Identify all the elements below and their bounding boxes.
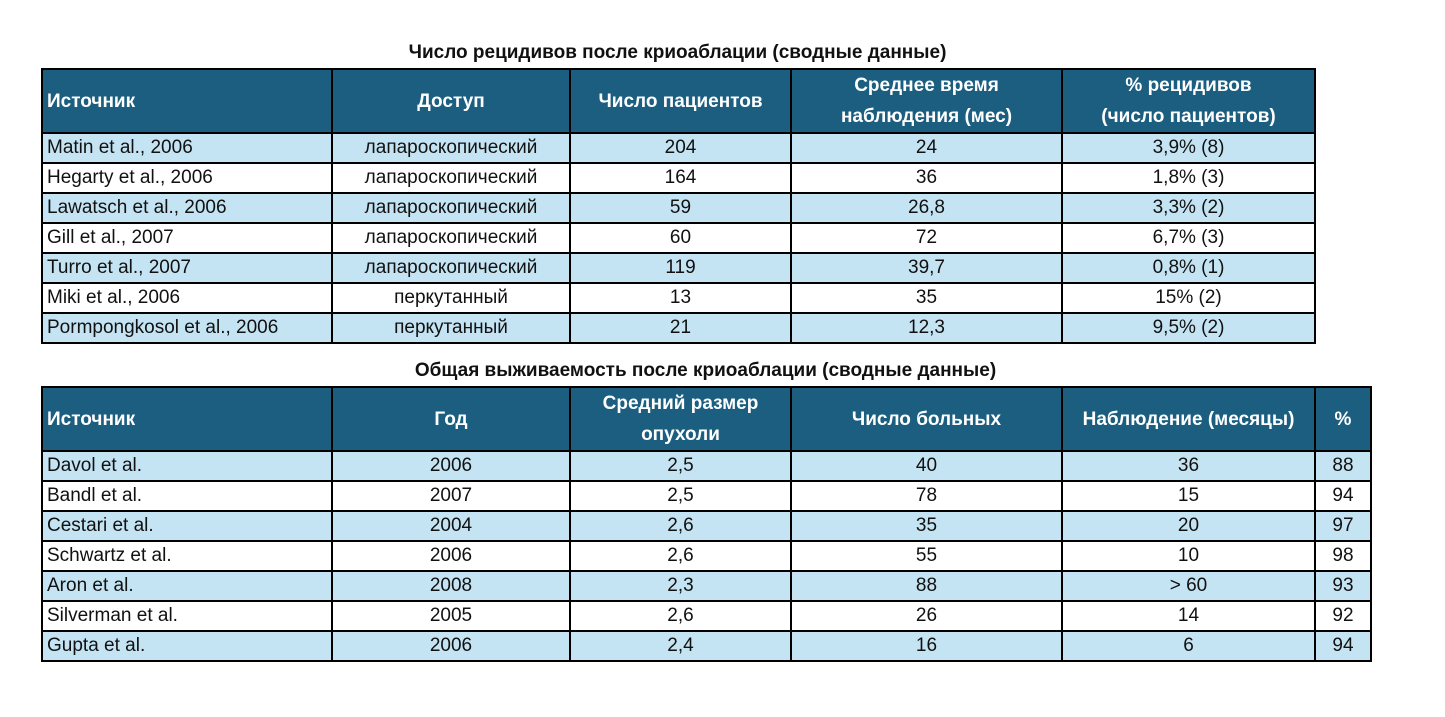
- cell-source: Gupta et al.: [42, 631, 332, 661]
- table-row: [42, 481, 1371, 511]
- cell-source: Miki et al., 2006: [42, 283, 332, 313]
- cell-percent: 93: [1315, 571, 1371, 601]
- col-header-follow-up-line2: наблюдения (мес): [840, 106, 1013, 127]
- cell-follow-up: 15: [1062, 481, 1315, 511]
- col-header-year: Год: [332, 387, 570, 451]
- col-header-tumor-size: [570, 387, 791, 451]
- cell-patients: 204: [570, 133, 791, 163]
- cell-access: лапароскопический: [332, 223, 570, 253]
- survival-table: [41, 386, 1372, 662]
- cell-patients: 164: [570, 163, 791, 193]
- table-row: [42, 133, 1315, 163]
- cell-patients: 13: [570, 283, 791, 313]
- table-header-row: [42, 387, 1371, 451]
- col-header-patients: Число пациентов: [570, 69, 791, 133]
- col-header-tumor-size-line1: Средний размер: [602, 393, 759, 414]
- cell-follow-up: 14: [1062, 601, 1315, 631]
- cell-access: лапароскопический: [332, 253, 570, 283]
- cell-access: лапароскопический: [332, 193, 570, 223]
- cell-recurrence: 1,8% (3): [1062, 163, 1315, 193]
- cell-follow-up: 6: [1062, 631, 1315, 661]
- cell-patients: 55: [791, 541, 1062, 571]
- table-row: [42, 283, 1315, 313]
- cell-patients: 21: [570, 313, 791, 343]
- cell-follow-up: 39,7: [791, 253, 1062, 283]
- cell-source: Lawatsch et al., 2006: [42, 193, 332, 223]
- col-header-access: Доступ: [332, 69, 570, 133]
- cell-source: Schwartz et al.: [42, 541, 332, 571]
- cell-follow-up: 10: [1062, 541, 1315, 571]
- cell-patients: 60: [570, 223, 791, 253]
- col-header-follow-up-line1: Среднее время: [854, 75, 999, 96]
- cell-follow-up: 72: [791, 223, 1062, 253]
- col-header-source: Источник: [42, 387, 332, 451]
- table-row: [42, 631, 1371, 661]
- cell-year: 2006: [332, 451, 570, 481]
- cell-patients: 78: [791, 481, 1062, 511]
- cell-patients: 88: [791, 571, 1062, 601]
- table-header-row: [42, 69, 1315, 133]
- cell-tumor-size: 2,6: [570, 541, 791, 571]
- cell-percent: 94: [1315, 631, 1371, 661]
- cell-follow-up: > 60: [1062, 571, 1315, 601]
- cell-percent: 94: [1315, 481, 1371, 511]
- cell-source: Turro et al., 2007: [42, 253, 332, 283]
- cell-tumor-size: 2,5: [570, 481, 791, 511]
- table-row: [42, 571, 1371, 601]
- cell-recurrence: 0,8% (1): [1062, 253, 1315, 283]
- cell-access: лапароскопический: [332, 163, 570, 193]
- cell-follow-up: 24: [791, 133, 1062, 163]
- cell-tumor-size: 2,4: [570, 631, 791, 661]
- table-row: [42, 601, 1371, 631]
- cell-year: 2004: [332, 511, 570, 541]
- cell-percent: 88: [1315, 451, 1371, 481]
- cell-patients: 26: [791, 601, 1062, 631]
- cell-patients: 40: [791, 451, 1062, 481]
- recurrence-table-title: Число рецидивов после криоаблации (сводные данные): [408, 42, 947, 63]
- cell-tumor-size: 2,6: [570, 511, 791, 541]
- cell-access: лапароскопический: [332, 133, 570, 163]
- table-row: [42, 193, 1315, 223]
- cell-recurrence: 6,7% (3): [1062, 223, 1315, 253]
- cell-patients: 35: [791, 511, 1062, 541]
- table-row: [42, 451, 1371, 481]
- cell-follow-up: 36: [791, 163, 1062, 193]
- cell-year: 2006: [332, 631, 570, 661]
- cell-tumor-size: 2,5: [570, 451, 791, 481]
- cell-follow-up: 20: [1062, 511, 1315, 541]
- col-header-recurrence: [1062, 69, 1315, 133]
- cell-percent: 98: [1315, 541, 1371, 571]
- cell-percent: 92: [1315, 601, 1371, 631]
- cell-source: Silverman et al.: [42, 601, 332, 631]
- cell-source: Cestari et al.: [42, 511, 332, 541]
- table-row: [42, 541, 1371, 571]
- cell-access: перкутанный: [332, 313, 570, 343]
- cell-access: перкутанный: [332, 283, 570, 313]
- cell-source: Hegarty et al., 2006: [42, 163, 332, 193]
- cell-source: Aron et al.: [42, 571, 332, 601]
- table-row: [42, 253, 1315, 283]
- cell-patients: 59: [570, 193, 791, 223]
- cell-tumor-size: 2,3: [570, 571, 791, 601]
- cell-source: Matin et al., 2006: [42, 133, 332, 163]
- cell-patients: 16: [791, 631, 1062, 661]
- cell-year: 2008: [332, 571, 570, 601]
- table-row: [42, 313, 1315, 343]
- table-row: [42, 511, 1371, 541]
- cell-source: Davol et al.: [42, 451, 332, 481]
- cell-year: 2005: [332, 601, 570, 631]
- cell-follow-up: 35: [791, 283, 1062, 313]
- survival-table-title: Общая выживаемость после криоаблации (сводные данные): [414, 360, 997, 381]
- cell-recurrence: 9,5% (2): [1062, 313, 1315, 343]
- col-header-percent: %: [1315, 387, 1371, 451]
- cell-recurrence: 3,3% (2): [1062, 193, 1315, 223]
- cell-year: 2006: [332, 541, 570, 571]
- cell-follow-up: 12,3: [791, 313, 1062, 343]
- cell-recurrence: 3,9% (8): [1062, 133, 1315, 163]
- cell-year: 2007: [332, 481, 570, 511]
- col-header-recurrence-line2: (число пациентов): [1101, 106, 1276, 127]
- cell-patients: 119: [570, 253, 791, 283]
- table-row: [42, 223, 1315, 253]
- col-header-follow-up: [791, 69, 1062, 133]
- cell-source: Pormpongkosol et al., 2006: [42, 313, 332, 343]
- col-header-source: Источник: [42, 69, 332, 133]
- col-header-patients: Число больных: [791, 387, 1062, 451]
- col-header-tumor-size-line2: опухоли: [641, 424, 720, 445]
- recurrence-table: [41, 68, 1316, 344]
- cell-source: Bandl et al.: [42, 481, 332, 511]
- cell-tumor-size: 2,6: [570, 601, 791, 631]
- cell-percent: 97: [1315, 511, 1371, 541]
- col-header-follow-up: Наблюдение (месяцы): [1062, 387, 1315, 451]
- cell-follow-up: 36: [1062, 451, 1315, 481]
- cell-follow-up: 26,8: [791, 193, 1062, 223]
- cell-recurrence: 15% (2): [1062, 283, 1315, 313]
- col-header-recurrence-line1: % рецидивов: [1125, 75, 1252, 96]
- table-row: [42, 163, 1315, 193]
- cell-source: Gill et al., 2007: [42, 223, 332, 253]
